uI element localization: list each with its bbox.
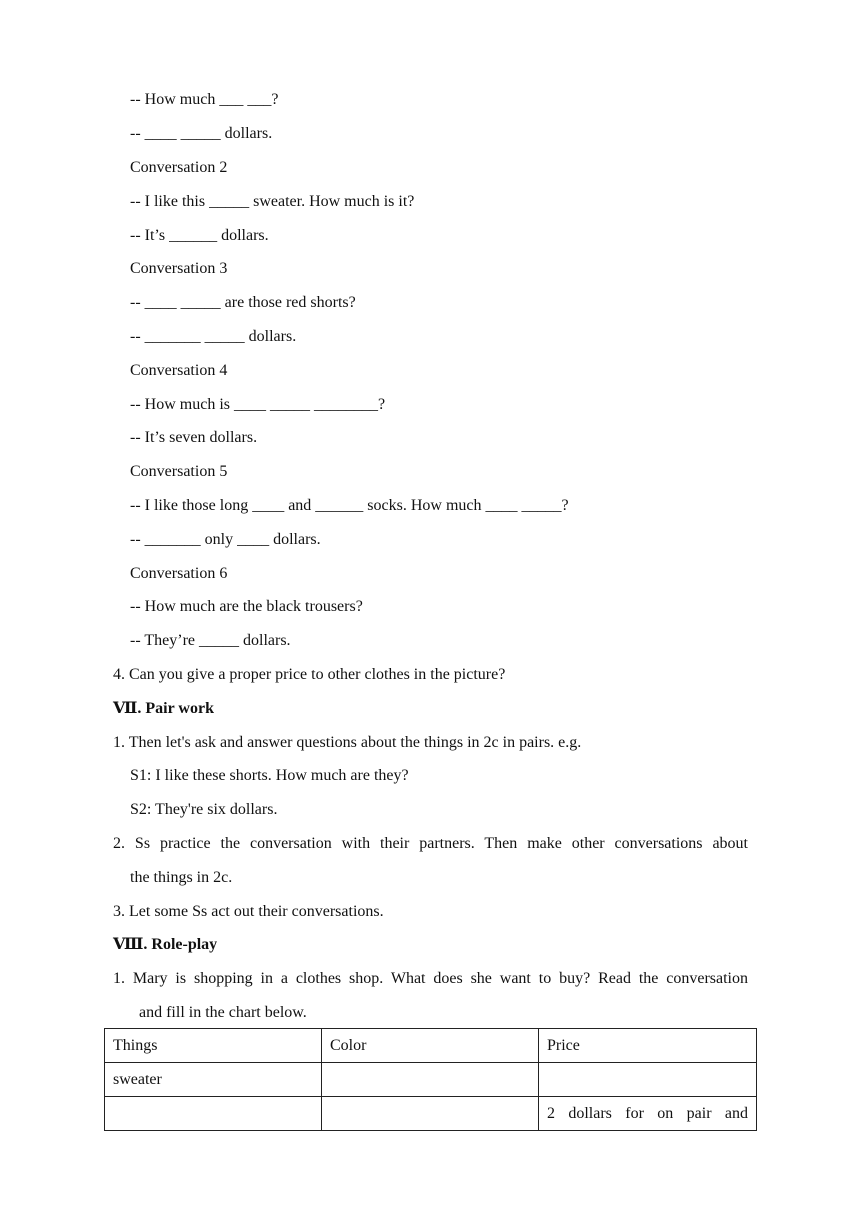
section-7-heading: Ⅶ. Pair work — [113, 700, 214, 717]
conversation-3-question: -- ____ _____ are those red shorts? — [130, 294, 356, 311]
section-7-item-2-line-1: 2. Ss practice the conversation with their partners. Then make other conversations about — [113, 835, 748, 852]
conversation-2-question: -- I like this _____ sweater. How much is it? — [130, 193, 415, 210]
conversation-2-heading: Conversation 2 — [130, 159, 228, 176]
conversation-6-heading: Conversation 6 — [130, 565, 228, 582]
section-7-example-s2: S2: They're six dollars. — [130, 801, 278, 818]
section-7-item-3: 3. Let some Ss act out their conversations. — [113, 903, 384, 920]
conversation-1-question: -- How much ___ ___? — [130, 91, 279, 108]
cell-price — [539, 1063, 757, 1097]
cell-color — [322, 1063, 539, 1097]
table-row — [105, 1097, 757, 1131]
conversation-6-answer: -- They’re _____ dollars. — [130, 632, 291, 649]
cell-color — [322, 1097, 539, 1131]
item-4: 4. Can you give a proper price to other clothes in the picture? — [113, 666, 506, 683]
cell-things: sweater — [105, 1063, 322, 1097]
conversation-5-answer: -- _______ only ____ dollars. — [130, 531, 321, 548]
section-8-item-1-line-1: 1. Mary is shopping in a clothes shop. What does she want to buy? Read the conversation — [113, 970, 748, 987]
conversation-1-answer: -- ____ _____ dollars. — [130, 125, 273, 142]
conversation-3-answer: -- _______ _____ dollars. — [130, 328, 297, 345]
header-color: Color — [322, 1029, 539, 1063]
conversation-4-heading: Conversation 4 — [130, 362, 228, 379]
conversation-5-question: -- I like those long ____ and ______ socks. How much ____ _____? — [130, 497, 569, 514]
section-7-item-1: 1. Then let's ask and answer questions about the things in 2c in pairs. e.g. — [113, 734, 582, 751]
section-8-item-1-line-2: and fill in the chart below. — [139, 1004, 307, 1021]
table-header-row — [105, 1029, 757, 1063]
section-7-item-2-line-2: the things in 2c. — [130, 869, 233, 886]
header-things: Things — [105, 1029, 322, 1063]
cell-price-text: 2 dollars for on pair and — [547, 1104, 748, 1122]
conversation-2-answer: -- It’s ______ dollars. — [130, 227, 269, 244]
cell-things — [105, 1097, 322, 1131]
conversation-6-question: -- How much are the black trousers? — [130, 598, 363, 615]
section-7-example-s1: S1: I like these shorts. How much are they? — [130, 767, 409, 784]
conversation-3-heading: Conversation 3 — [130, 260, 228, 277]
section-8-heading: Ⅷ. Role-play — [113, 936, 218, 953]
conversation-4-question: -- How much is ____ _____ ________? — [130, 396, 386, 413]
fill-in-chart — [104, 1028, 757, 1131]
header-price: Price — [539, 1029, 757, 1063]
conversation-5-heading: Conversation 5 — [130, 463, 228, 480]
conversation-4-answer: -- It’s seven dollars. — [130, 429, 258, 446]
cell-price — [539, 1097, 757, 1131]
table-row — [105, 1063, 757, 1097]
